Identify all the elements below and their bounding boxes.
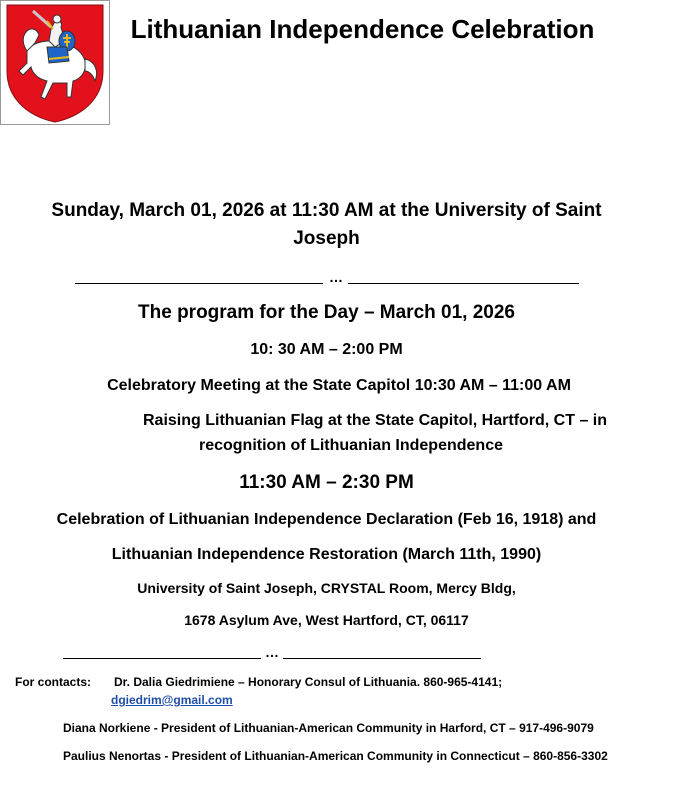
program-heading: The program for the Day – March 01, 2026 <box>138 302 515 323</box>
celebration-line-1: Celebration of Lithuanian Independence Declaration (Feb 16, 1918) and <box>56 511 597 528</box>
divider-line-left-2 <box>63 658 261 659</box>
divider-line-left <box>75 283 323 284</box>
divider-ellipsis-2: … <box>265 644 279 660</box>
event-date-line-1: Sunday, March 01, 2026 at 11:30 AM at the University of Saint <box>51 200 602 221</box>
event-date-line-2: Joseph <box>293 228 360 249</box>
divider-line-right <box>348 283 579 284</box>
contact-hartford-community: Diana Norkiene - President of Lithuanian-American Community in Harford, CT – 917-496-9079 <box>63 721 594 735</box>
page-title: Lithuanian Independence Celebration <box>130 14 595 44</box>
contact-connecticut-community: Paulius Nenortas - President of Lithuanian-American Community in Connecticut – 860-856-3302 <box>63 749 608 763</box>
divider-line-right-2 <box>283 658 481 659</box>
contact-consul: Dr. Dalia Giedrimiene – Honorary Consul of Lithuania. 860-965-4141; <box>114 675 503 689</box>
celebration-line-2: Lithuanian Independence Restoration (March 11th, 1990) <box>111 546 542 563</box>
venue-line-1: University of Saint Joseph, CRYSTAL Room, Mercy Bldg, <box>137 580 516 596</box>
contact-email-link[interactable]: dgiedrim@gmail.com <box>111 693 233 707</box>
time-block-1: 10: 30 AM – 2:00 PM <box>250 341 403 358</box>
venue-line-2: 1678 Asylum Ave, West Hartford, CT, 06117 <box>184 612 469 628</box>
time-block-2: 11:30 AM – 2:30 PM <box>239 472 414 493</box>
divider-ellipsis: … <box>329 269 343 285</box>
flag-raising-line-1: Raising Lithuanian Flag at the State Capitol, Hartford, CT – in <box>142 412 608 429</box>
contacts-label: For contacts: <box>15 675 92 689</box>
meeting-line: Celebratory Meeting at the State Capitol 10:30 AM – 11:00 AM <box>107 377 571 394</box>
flag-raising-line-2: recognition of Lithuanian Independence <box>198 437 503 454</box>
